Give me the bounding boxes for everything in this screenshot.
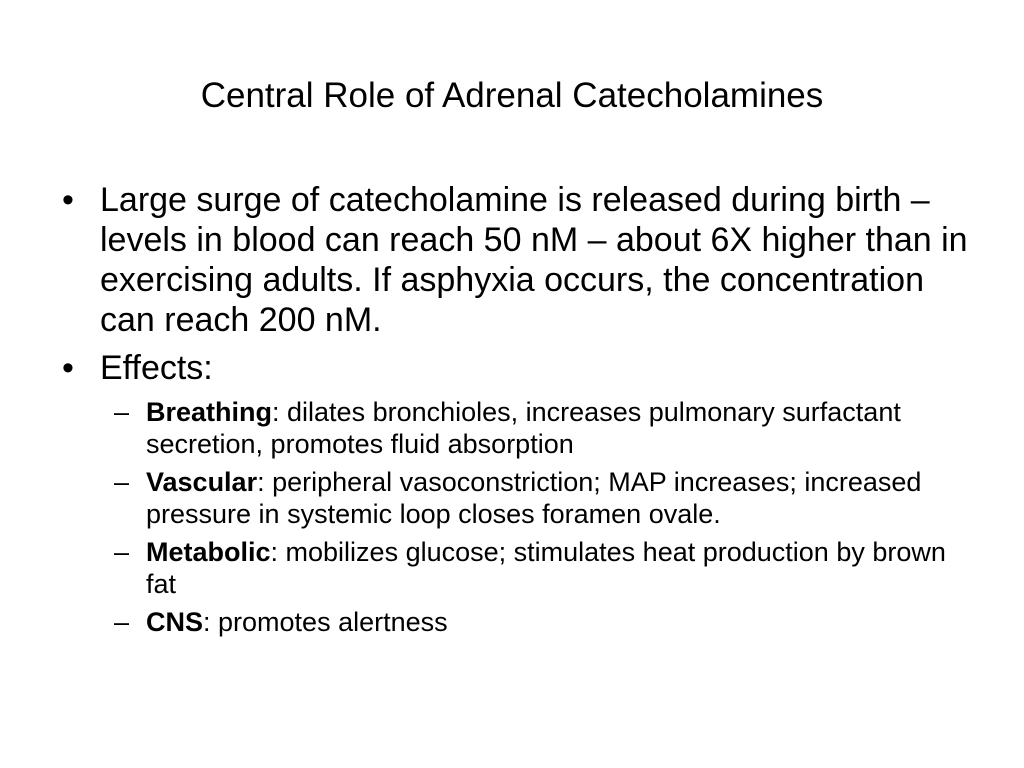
sub-item-cns [114,606,978,638]
dash-marker: – [114,607,130,637]
sub-item-metabolic [114,536,978,600]
sub-item-text: : promotes alertness [203,607,448,637]
sub-item-term: CNS [146,607,204,637]
sub-item-term: Breathing [146,397,273,427]
bullet-marker: • [62,349,74,387]
dash-marker: – [114,397,130,427]
slide-body [58,180,978,644]
bullet-text: Large surge of catecholamine is released during birth – levels in blood can reach 50 nM – about 6X higher than in exercising adults. If asphyxia occurs, the concentration can reach 200 nM. [100,181,968,339]
sub-item-text: : dilates bronchioles, increases pulmonary surfactant secretion, promotes fluid absorption [146,397,901,459]
bullet-marker: • [62,181,74,219]
sub-item-text: : peripheral vasoconstriction; MAP increases; increased pressure in systemic loop closes foramen ovale. [146,467,922,529]
effects-sublist [58,396,978,638]
sub-item-breathing [114,396,978,460]
sub-item-term: Metabolic [146,537,271,567]
bullet-text: Effects: [100,349,213,387]
slide-title: Central Role of Adrenal Catecholamines [200,76,824,115]
sub-item-vascular [114,466,978,530]
sub-item-text: : mobilizes glucose; stimulates heat production by brown fat [146,537,946,599]
sub-item-term: Vascular [146,467,258,497]
dash-marker: – [114,537,130,567]
bullet-item-surge [58,180,978,340]
bullet-item-effects [58,348,978,388]
dash-marker: – [114,467,130,497]
